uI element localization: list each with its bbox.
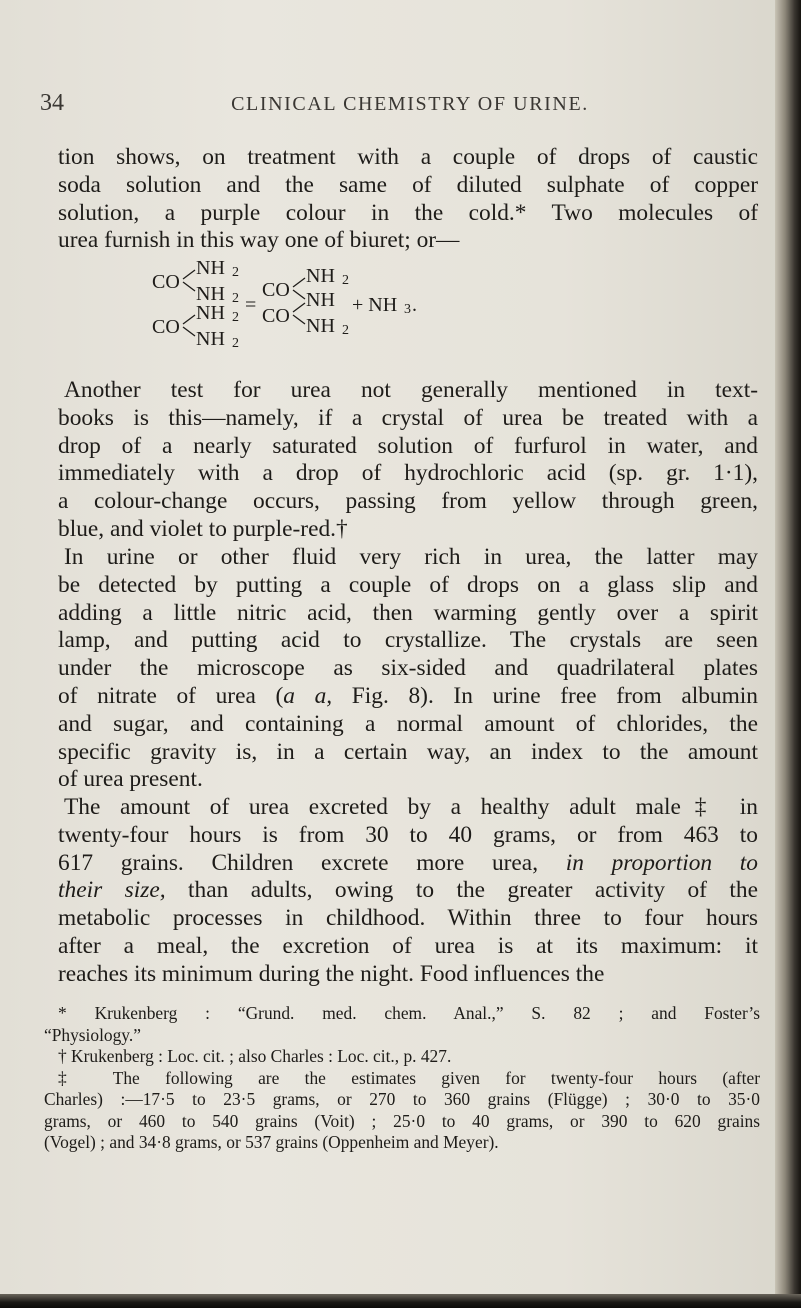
text-line: adding a little nitric acid, then warming gently over a spirit [58, 599, 758, 626]
formula-subscript: 3 [404, 302, 411, 317]
formula-subscript: 2 [342, 273, 349, 288]
running-head: CLINICAL CHEMISTRY OF URINE. [231, 93, 589, 115]
text-line: blue, and violet to purple-red.† [58, 515, 348, 542]
footnote-continuation: (Vogel) ; and 34·8 grams, or 537 grains (Oppenheim and Meyer). [44, 1132, 499, 1152]
formula-nh: NH [306, 289, 335, 311]
text-line: their size, than adults, owing to the greater activity of the [58, 877, 758, 904]
text-line: twenty-four hours is from 30 to 40 grams, or from 463 to [58, 821, 758, 848]
text-line: of urea present. [58, 766, 203, 793]
text-line: lamp, and putting acid to crystallize. The crystals are seen [58, 627, 758, 654]
biuret-formula [150, 257, 450, 370]
text-line: tion shows, on treatment with a couple of drops of caustic [58, 144, 758, 170]
footnote-double-dagger: ‡ The following are the estimates given for twenty-four hours (after [58, 1067, 760, 1088]
formula-co: CO [152, 271, 180, 293]
text-line: solution, a purple colour in the cold.* Two molecules of [58, 199, 758, 226]
text-line: urea furnish in this way one of biuret; or— [58, 227, 460, 254]
footnote-krukenberg: * Krukenberg : “Grund. med. chem. Anal.,” S. 82 ; and Foster’s [58, 1003, 760, 1023]
figure-reference: a a, [283, 682, 333, 709]
text-line: drop of a nearly saturated solution of furfurol in water, and [58, 432, 758, 459]
text-line: The amount of urea excreted by a healthy adult male‡ in [64, 794, 758, 820]
formula-nh: NH [196, 283, 225, 305]
footnote-continuation: Charles) :—17·5 to 23·5 grams, or 270 to 360 grains (Flügge) ; 30·0 to 35·0 [44, 1089, 760, 1109]
text-line: Another test for urea not generally mentioned in text- [64, 377, 758, 403]
page-bottom-shadow [0, 1294, 801, 1308]
text-line: metabolic processes in childhood. Within three to four hours [58, 905, 758, 932]
text-line: books is this—namely, if a crystal of urea be treated with a [58, 404, 758, 431]
formula-subscript: 2 [232, 336, 239, 351]
text-line: In urine or other fluid very rich in urea, the latter may [64, 544, 758, 570]
formula-period: . [412, 294, 417, 316]
formula-subscript: 2 [232, 291, 239, 306]
page-header [40, 90, 740, 120]
text-line: a colour-change occurs, passing from yellow through green, [58, 488, 758, 515]
text-line: specific gravity is, in a certain way, an index to the amount [58, 738, 758, 765]
formula-nh: NH [196, 257, 225, 279]
footnote-continuation: grams, or 460 to 540 grains (Voit) ; 25·0 to 40 grams, or 390 to 620 grains [44, 1110, 760, 1131]
page-edge-shadow [775, 0, 801, 1308]
paragraph-furfurol-test [58, 377, 758, 544]
formula-co: CO [152, 316, 180, 338]
footnote-dagger: † Krukenberg : Loc. cit. ; also Charles : Loc. cit., p. 427. [58, 1046, 452, 1066]
footnote-continuation: “Physiology.” [44, 1024, 141, 1045]
formula-nh: NH [196, 328, 225, 350]
footnotes [44, 1003, 760, 1154]
formula-co: CO [262, 305, 290, 327]
formula-nh: NH [306, 315, 335, 337]
formula-subscript: 2 [342, 323, 349, 338]
paragraph-nitric-acid-test [58, 544, 758, 794]
text-line: soda solution and the same of diluted sulphate of copper [58, 171, 758, 198]
formula-nh: NH [306, 265, 335, 287]
text-line: immediately with a drop of hydrochloric acid (sp. gr. 1·1), [58, 460, 758, 487]
text-line: of nitrate of urea (a a, Fig. 8). In urine free from albumin [58, 682, 758, 709]
formula-ammonia: + NH [352, 294, 398, 316]
paragraph-urea-amount [58, 794, 758, 989]
formula-equals: = [245, 294, 257, 316]
formula-subscript: 2 [232, 310, 239, 325]
formula-co: CO [262, 279, 290, 301]
text-line: be detected by putting a couple of drops on a glass slip and [58, 571, 758, 598]
formula-subscript: 2 [232, 265, 239, 280]
text-line: after a meal, the excretion of urea is at its maximum: it [58, 932, 758, 959]
text-line: under the microscope as six-sided and quadrilateral plates [58, 655, 758, 682]
paragraph-biuret-intro [58, 144, 758, 255]
formula-nh: NH [196, 302, 225, 324]
text-line: 617 grains. Children excrete more urea, in proportion to [58, 849, 758, 876]
text-line: reaches its minimum during the night. Food influences the [58, 960, 605, 987]
page-number: 34 [40, 90, 64, 116]
text-line: and sugar, and containing a normal amount of chlorides, the [58, 710, 758, 737]
